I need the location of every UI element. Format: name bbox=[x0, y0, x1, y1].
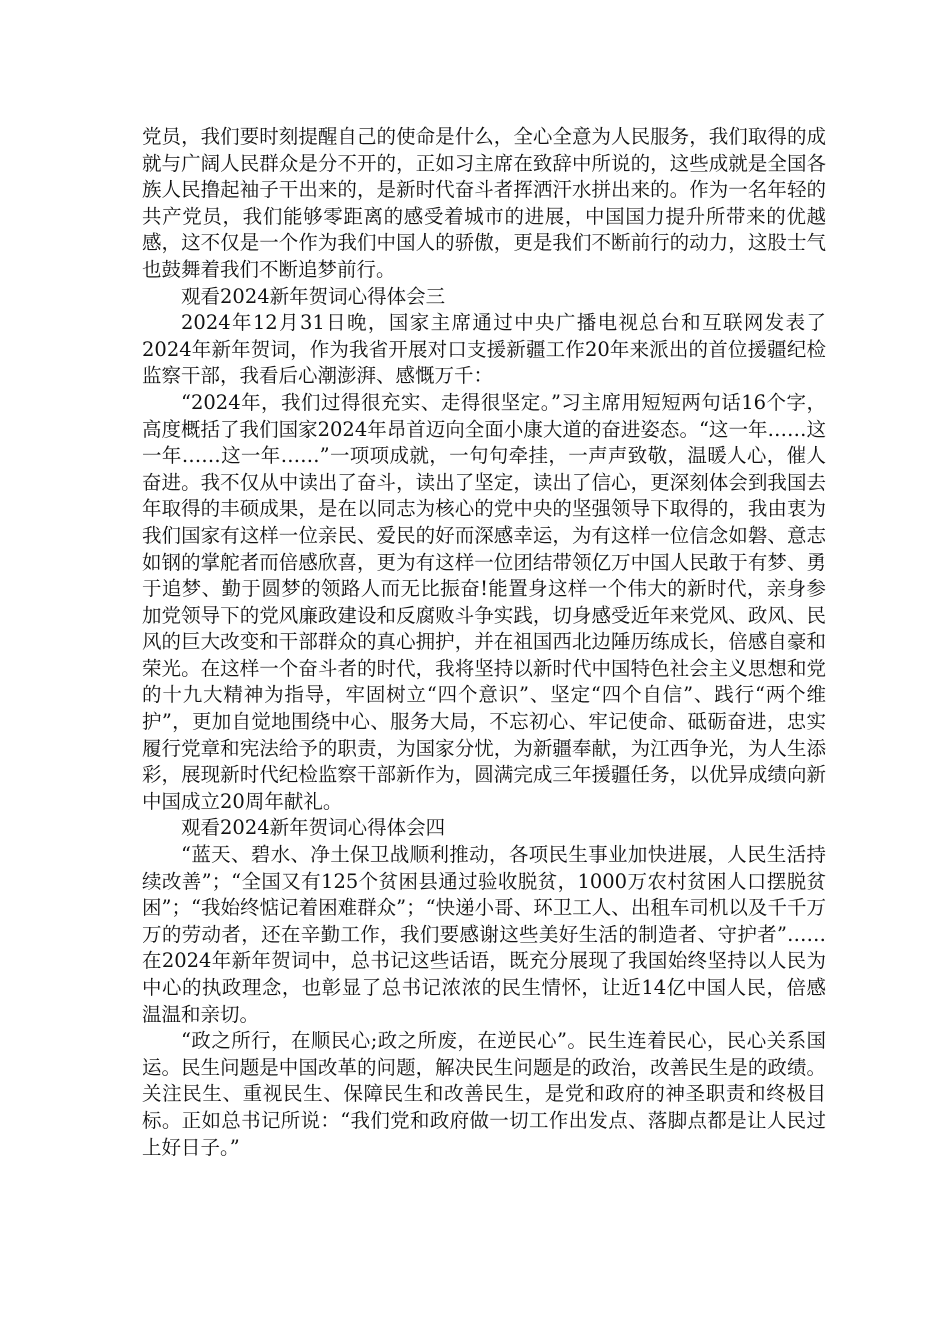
section-heading-four: 观看2024新年贺词心得体会四 bbox=[181, 816, 446, 840]
section-heading-three: 观看2024新年贺词心得体会三 bbox=[181, 284, 446, 308]
paragraph: 2024年12月31日晚，国家主席通过中央广播电视总台和互联网发表了2024年新年贺词，作为我省开展对口支援新疆工作20年来派出的首位援疆纪检监察干部，我看后心潮澎湃、感慨万千： bbox=[142, 311, 826, 388]
paragraph: “蓝天、碧水、净土保卫战顺利推动，各项民生事业加快进展，人民生活持续改善”；“全国又有125个贫困县通过验收脱贫，1000万农村贫困人口摆脱贫困”；“我始终惦记着困难群众”；“快递小哥、环卫工人、出租车司机以及千千万万的劳动者，还在辛勤工作，我们要感谢这些美好生活的制造者、守护者”……在2024年新年贺词中，总书记这些话语，既充分展现了我国始终坚持以人民为中心的执政理念，也彰显了总书记浓浓的民生情怀，让近14亿中国人民，倍感温温和亲切。 bbox=[142, 843, 826, 1026]
paragraph: “2024年，我们过得很充实、走得很坚定。”习主席用短短两句话16个字，高度概括了我们国家2024年昂首迈向全面小康大道的奋进姿态。“这一年……这一年……这一年……”一项项成就，一句句牵挂，一声声致敬，温暖人心，催人奋进。我不仅从中读出了奋斗，读出了坚定，读出了信心，更深刻体会到我国去年取得的丰硕成果，是在以同志为核心的党中央的坚强领导下取得的，我由衷为我们国家有这样一位亲民、爱民的好而深感幸运，为有这样一位信念如磐、意志如钢的掌舵者而倍感欣喜，更为有这样一位团结带领亿万中国人民敢于有梦、勇于追梦、勤于圆梦的领路人而无比振奋!能置身这样一个伟大的新时代，亲身参加党领导下的党风廉政建设和反腐败斗争实践，切身感受近年来党风、政风、民风的巨大改变和干部群众的真心拥护，并在祖国西北边陲历练成长，倍感自豪和荣光。在这样一个奋斗者的时代，我将坚持以新时代中国特色社会主义思想和党的十九大精神为指导，牢固树立“四个意识”、坚定“四个自信”、践行“两个维护”，更加自觉地围绕中心、服务大局，不忘初心、牢记使命、砥砺奋进，忠实履行党章和宪法给予的职责，为国家分忧，为新疆奉献，为江西争光，为人生添彩，展现新时代纪检监察干部新作为，圆满完成三年援疆任务，以优异成绩向新中国成立20周年献礼。 bbox=[142, 390, 826, 813]
paragraph-continued: 党员，我们要时刻提醒自己的使命是什么，全心全意为人民服务，我们取得的成就与广阔人民群众是分不开的，正如习主席在致辞中所说的，这些成就是全国各族人民撸起袖子干出来的，是新时代奋斗者挥洒汗水拼出来的。作为一名年轻的共产党员，我们能够零距离的感受着城市的进展，中国国力提升所带来的优越感，这不仅是一个作为我们中国人的骄傲，更是我们不断前行的动力，这股士气也鼓舞着我们不断追梦前行。 bbox=[142, 125, 826, 281]
document-body bbox=[142, 124, 826, 1161]
paragraph: “政之所行，在顺民心;政之所废，在逆民心”。民生连着民心，民心关系国运。民生问题是中国改革的问题，解决民生问题是的政治，改善民生是的政绩。关注民生、重视民生、保障民生和改善民生，是党和政府的神圣职责和终极目标。正如总书记所说：“我们党和政府做一切工作出发点、落脚点都是让人民过上好日子。” bbox=[142, 1029, 826, 1159]
